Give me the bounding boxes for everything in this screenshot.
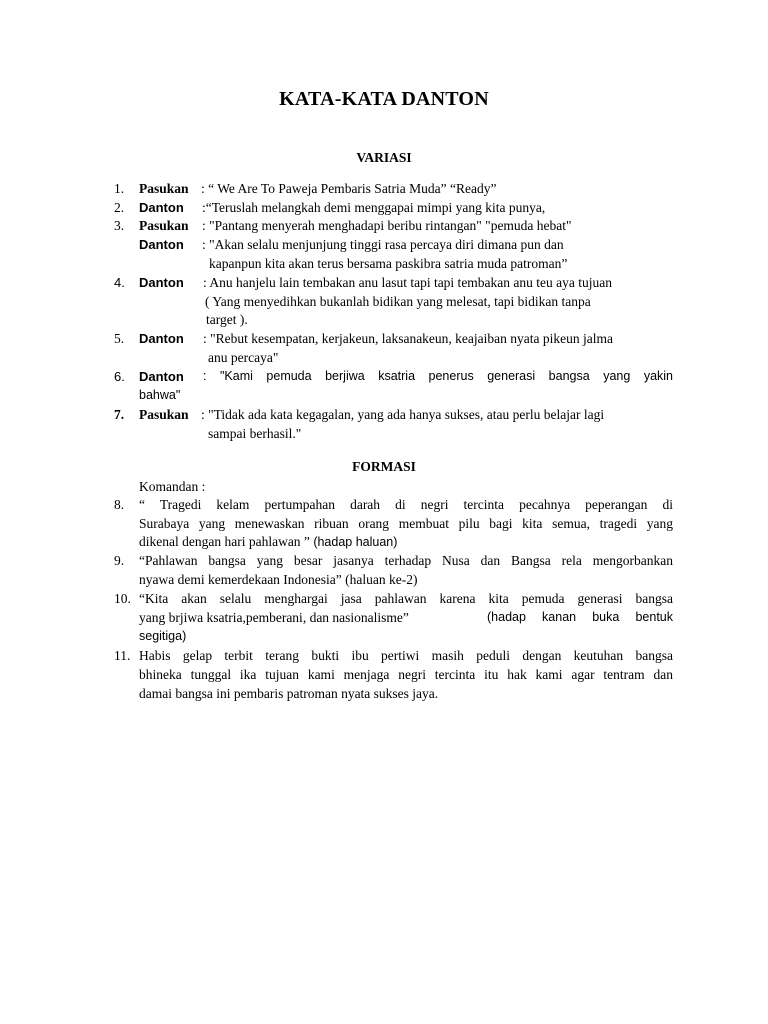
speaker-label: Danton (139, 369, 184, 384)
line-text: :“Teruslah melangkah demi menggapai mimpi yang kita punya, (202, 200, 546, 215)
line-text: “Kita akan selalu menghargai jasa pahlawan karena kita pemuda generasi bangsa (139, 591, 673, 606)
section-heading-variasi: VARIASI (356, 150, 412, 165)
line-text (139, 532, 397, 552)
line-text (139, 570, 418, 589)
item-number: 2. (114, 200, 125, 215)
line-text: ( Yang menyedihkan bukanlah bidikan yang melesat, tapi bidikan tanpa (205, 294, 591, 309)
line-text-body: nyawa demi kemerdekaan Indonesia” (139, 572, 342, 587)
speaker-label: Danton (139, 200, 184, 215)
speaker-label: Pasukan (139, 407, 189, 422)
line-text: Surabaya yang menewaskan ribuan orang membuat pilu bagi kita semua, tragedi yang (139, 516, 673, 531)
item-number: 7. (114, 407, 125, 422)
line-text: damai bangsa ini pembaris patroman nyata sukses jaya. (139, 686, 439, 701)
item-number: 9. (114, 553, 125, 568)
line-text: “ Tragedi kelam pertumpahan darah di negri tercinta pecahnya peperangan di (139, 497, 673, 512)
speaker-label: Danton (139, 237, 184, 252)
line-text: yang brjiwa ksatria,pemberani, dan nasionalisme” (139, 610, 409, 625)
line-text: “Pahlawan bangsa yang besar jasanya terhadap Nusa dan Bangsa rela mengorbankan (139, 553, 673, 568)
document-title: KATA-KATA DANTON (279, 88, 489, 110)
item-number: 5. (114, 331, 125, 346)
line-text: sampai berhasil." (208, 426, 302, 441)
line-text: : "Pantang menyerah menghadapi beribu rintangan" "pemuda hebat" (202, 218, 572, 233)
line-text: kapanpun kita akan terus bersama paskibra satria muda patroman” (209, 256, 568, 271)
direction-note-continuation: segitiga) (139, 629, 187, 643)
line-text: target ). (206, 312, 248, 327)
item-number: 11. (114, 648, 131, 663)
direction-note: (haluan ke-2) (345, 572, 418, 587)
speaker-label: Pasukan (139, 181, 189, 196)
line-text-body: dikenal dengan hari pahlawan ” (139, 534, 310, 549)
item-number: 10. (114, 591, 131, 606)
direction-note: (hadap haluan) (313, 535, 398, 549)
speaker-label: Danton (139, 331, 184, 346)
line-text: : "Rebut kesempatan, kerjakeun, laksanakeun, keajaiban nyata pikeun jalma (203, 331, 613, 346)
speaker-label: Danton (139, 275, 184, 290)
line-text: bahwa" (139, 388, 181, 402)
line-text: : "Kami pemuda berjiwa ksatria penerus generasi bangsa yang yakin (203, 369, 673, 383)
speaker-label: Pasukan (139, 218, 189, 233)
item-number: 6. (114, 369, 125, 384)
direction-note: (hadap kanan buka bentuk (487, 610, 673, 624)
line-text: anu percaya" (208, 350, 279, 365)
line-text: : "Tidak ada kata kegagalan, yang ada hanya sukses, atau perlu belajar lagi (201, 407, 605, 422)
line-text: : “ We Are To Paweja Pembaris Satria Muda” “Ready” (201, 181, 497, 196)
line-text: bhineka tunggal ika tujuan kami menjaga negri tercinta itu hak kami agar tentram dan (139, 667, 673, 682)
line-text: : Anu hanjelu lain tembakan anu lasut tapi tapi tembakan anu teu aya tujuan (203, 275, 613, 290)
item-number: 8. (114, 497, 125, 512)
intro-text: Komandan : (139, 479, 206, 494)
item-number: 3. (114, 218, 125, 233)
section-heading-formasi: FORMASI (352, 459, 416, 474)
line-text: : "Akan selalu menjunjung tinggi rasa percaya diri dimana pun dan (202, 237, 564, 252)
item-number: 1. (114, 181, 125, 196)
item-number: 4. (114, 275, 125, 290)
line-text: Habis gelap terbit terang bukti ibu pertiwi masih peduli dengan keutuhan bangsa (139, 648, 673, 663)
